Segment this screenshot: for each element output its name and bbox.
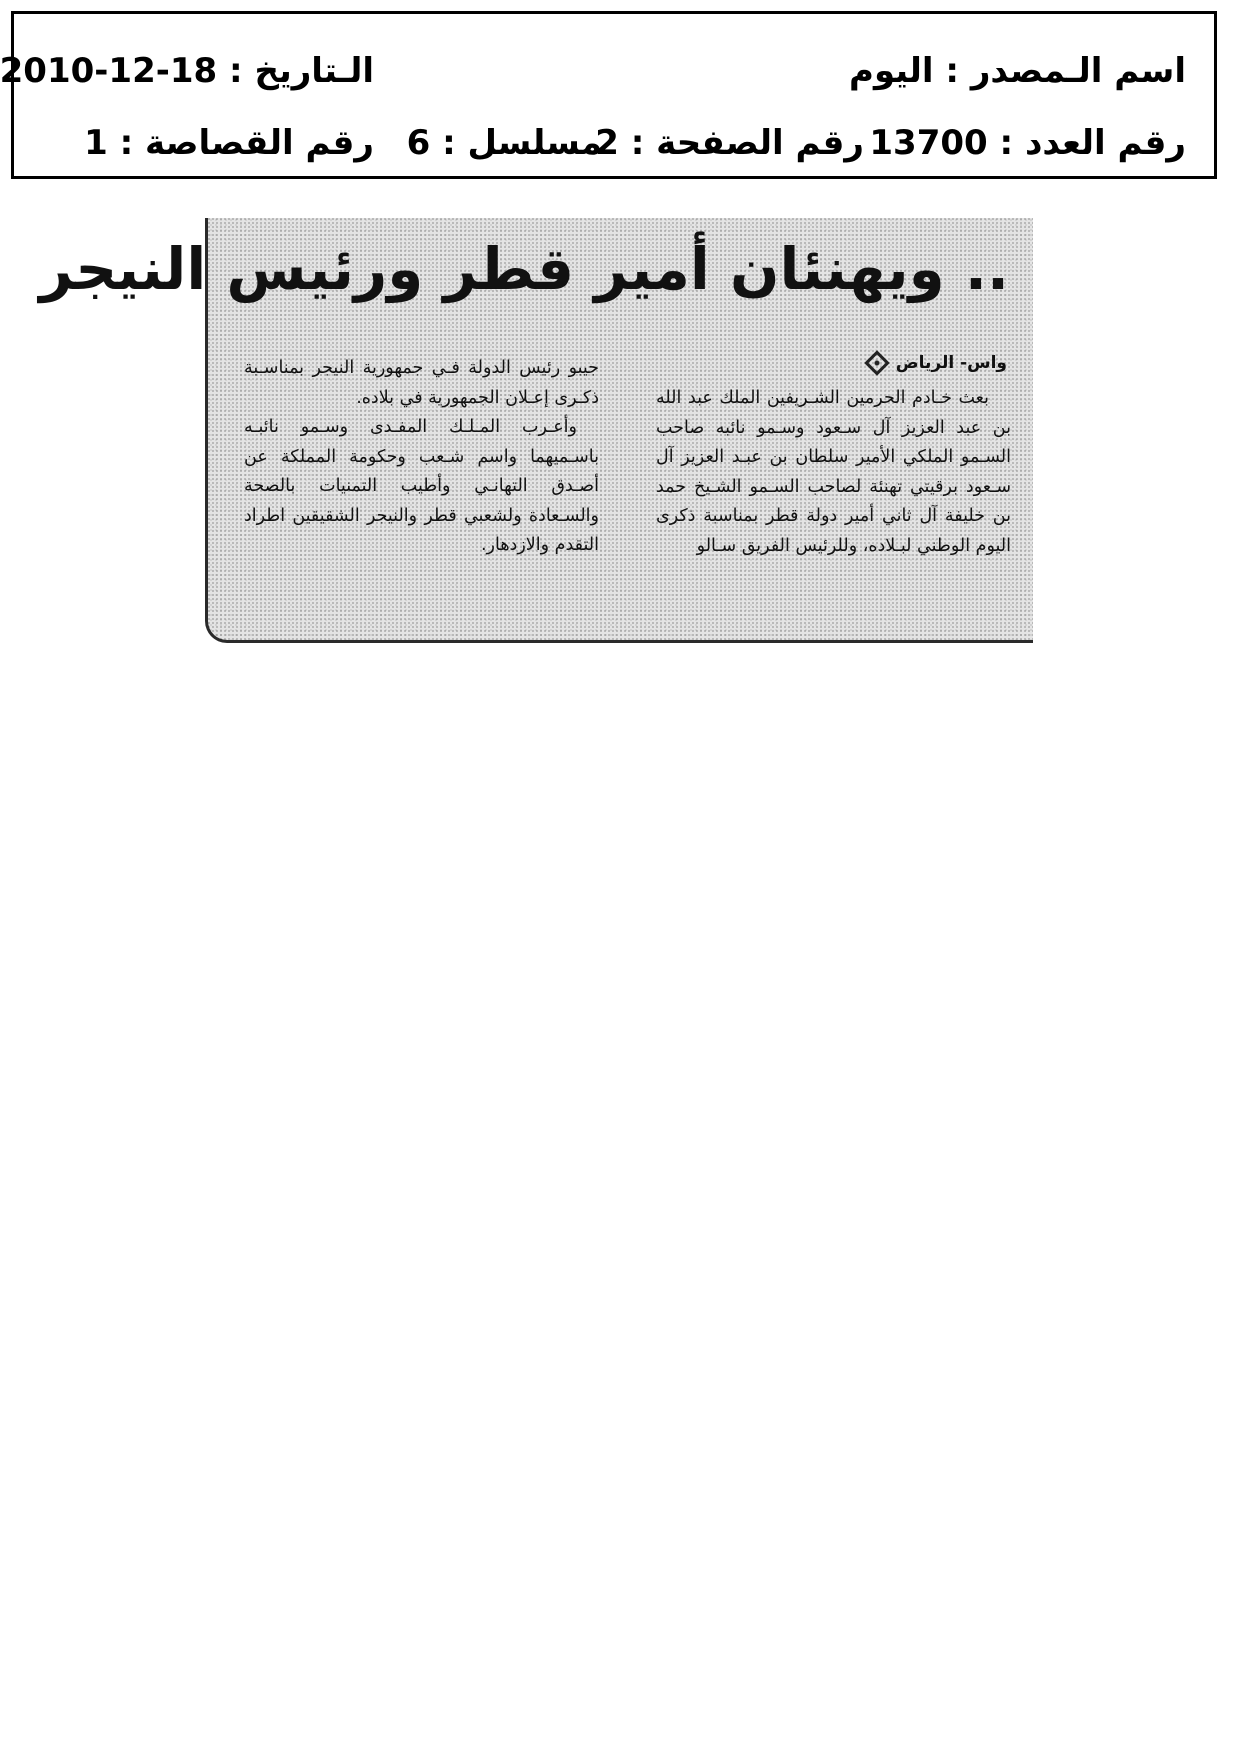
page-number: رقم الصفحة : 2 — [595, 123, 864, 163]
issue-number: رقم العدد : 13700 — [869, 123, 1186, 163]
newspaper-clipping — [39, 218, 1033, 643]
article-column-left — [244, 354, 599, 561]
article-paragraph: بعث خـادم الحرمين الشـريفين الملك عبد الله بن عبد العزيز آل سـعود وسـمو نائبه صاحب السـمو الملكي الأمير سلطان بن عبـد العزيز آل سـعود برقيتي تهنئة لصاحب السـمو الشـيخ حمد بن خليفة آل ثاني أمير دولة قطر بمناسبة ذكرى اليوم الوطني لبـلاده، وللرئيس الفريق سـالو — [656, 388, 1011, 556]
serial-number: مسلسل : 6 — [406, 123, 602, 163]
article-paragraph: جيبو رئيس الدولة فـي جمهورية النيجر بمناسـبة ذكـرى إعـلان الجمهورية في بلاده. — [244, 358, 599, 408]
article-headline: .. ويهنئان أمير قطر ورئيس النيجر — [39, 235, 1009, 303]
article-paragraph: وأعـرب المـلـك المفـدى وسـمو نائبـه باسـميهما واسم شـعب وحكومة المملكة عن أصـدق التهانـي وأطيب التمنيات بالصحة والسـعادة ولشعبي قطر والنيجر الشقيقين اطراد التقدم والازدهار. — [244, 417, 599, 555]
byline-text: واس- الرياض — [895, 352, 1007, 373]
source-name: اسم الـمصدر : اليوم — [849, 51, 1186, 91]
diamond-bullet-icon — [864, 350, 889, 375]
publication-date: الـتاريخ : 18-12-2010 — [0, 51, 374, 91]
clipping-info-box — [0, 11, 1217, 179]
clipping-number: رقم القصاصة : 1 — [84, 123, 374, 163]
article-byline — [868, 354, 1007, 372]
article-column-right — [656, 384, 1011, 561]
